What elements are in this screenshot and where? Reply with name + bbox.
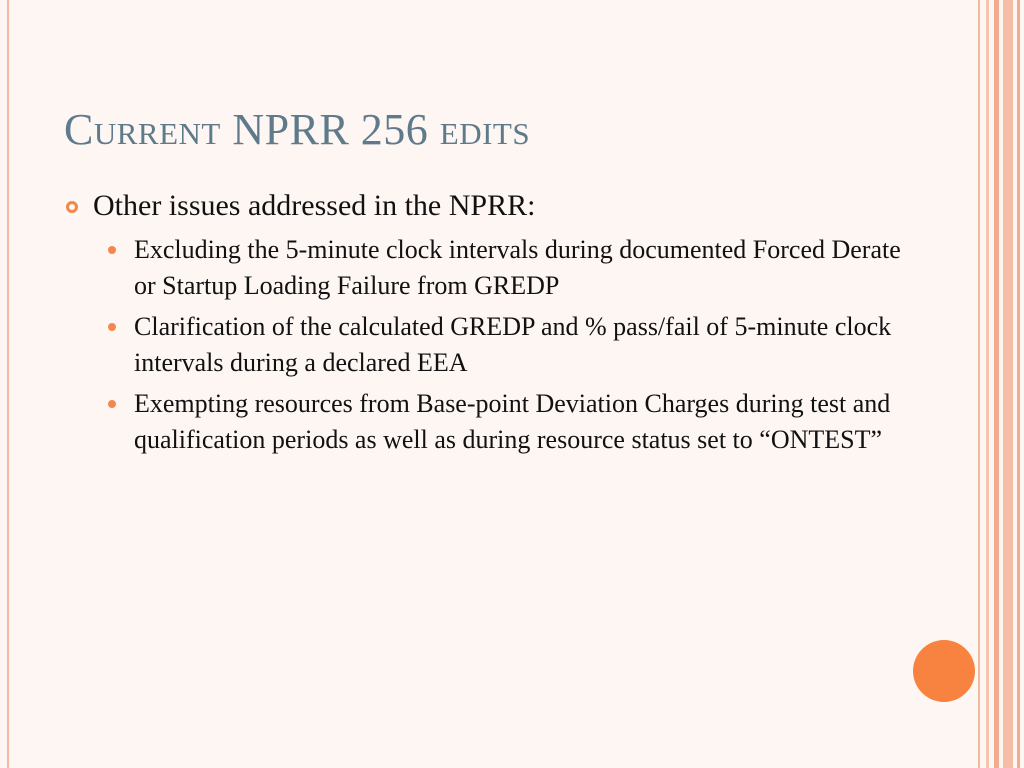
dot-bullet-icon [108, 246, 116, 254]
orange-circle-decoration [913, 640, 975, 702]
stripe [978, 0, 980, 768]
subbullet-item [107, 232, 904, 304]
subbullet-item [107, 309, 904, 381]
right-decorative-stripes [978, 0, 1024, 768]
subbullet-text: Clarification of the calculated GREDP and % pass/fail of 5-minute clock intervals during a declared EEA [134, 312, 892, 377]
ring-bullet-icon [66, 201, 78, 213]
stripe [994, 0, 999, 768]
subbullet-item [107, 386, 904, 458]
dot-bullet-icon [108, 323, 116, 331]
bullet-text: Other issues addressed in the NPRR: [93, 189, 536, 222]
subbullet-text: Exempting resources from Base-point Deviation Charges during test and qualification periods as well as during resource status set to “ONTEST” [134, 389, 891, 454]
subbullet-text: Excluding the 5-minute clock intervals during documented Forced Derate or Startup Loading Failure from GREDP [134, 235, 901, 300]
stripe [986, 0, 989, 768]
subbullet-list [64, 232, 904, 458]
bullet-level1 [64, 186, 904, 226]
left-border-line [7, 0, 9, 768]
slide-content [64, 186, 904, 463]
slide-title: Current NPRR 256 edits [64, 105, 531, 154]
stripe [1003, 0, 1013, 768]
stripe [1017, 0, 1020, 768]
dot-bullet-icon [108, 400, 116, 408]
